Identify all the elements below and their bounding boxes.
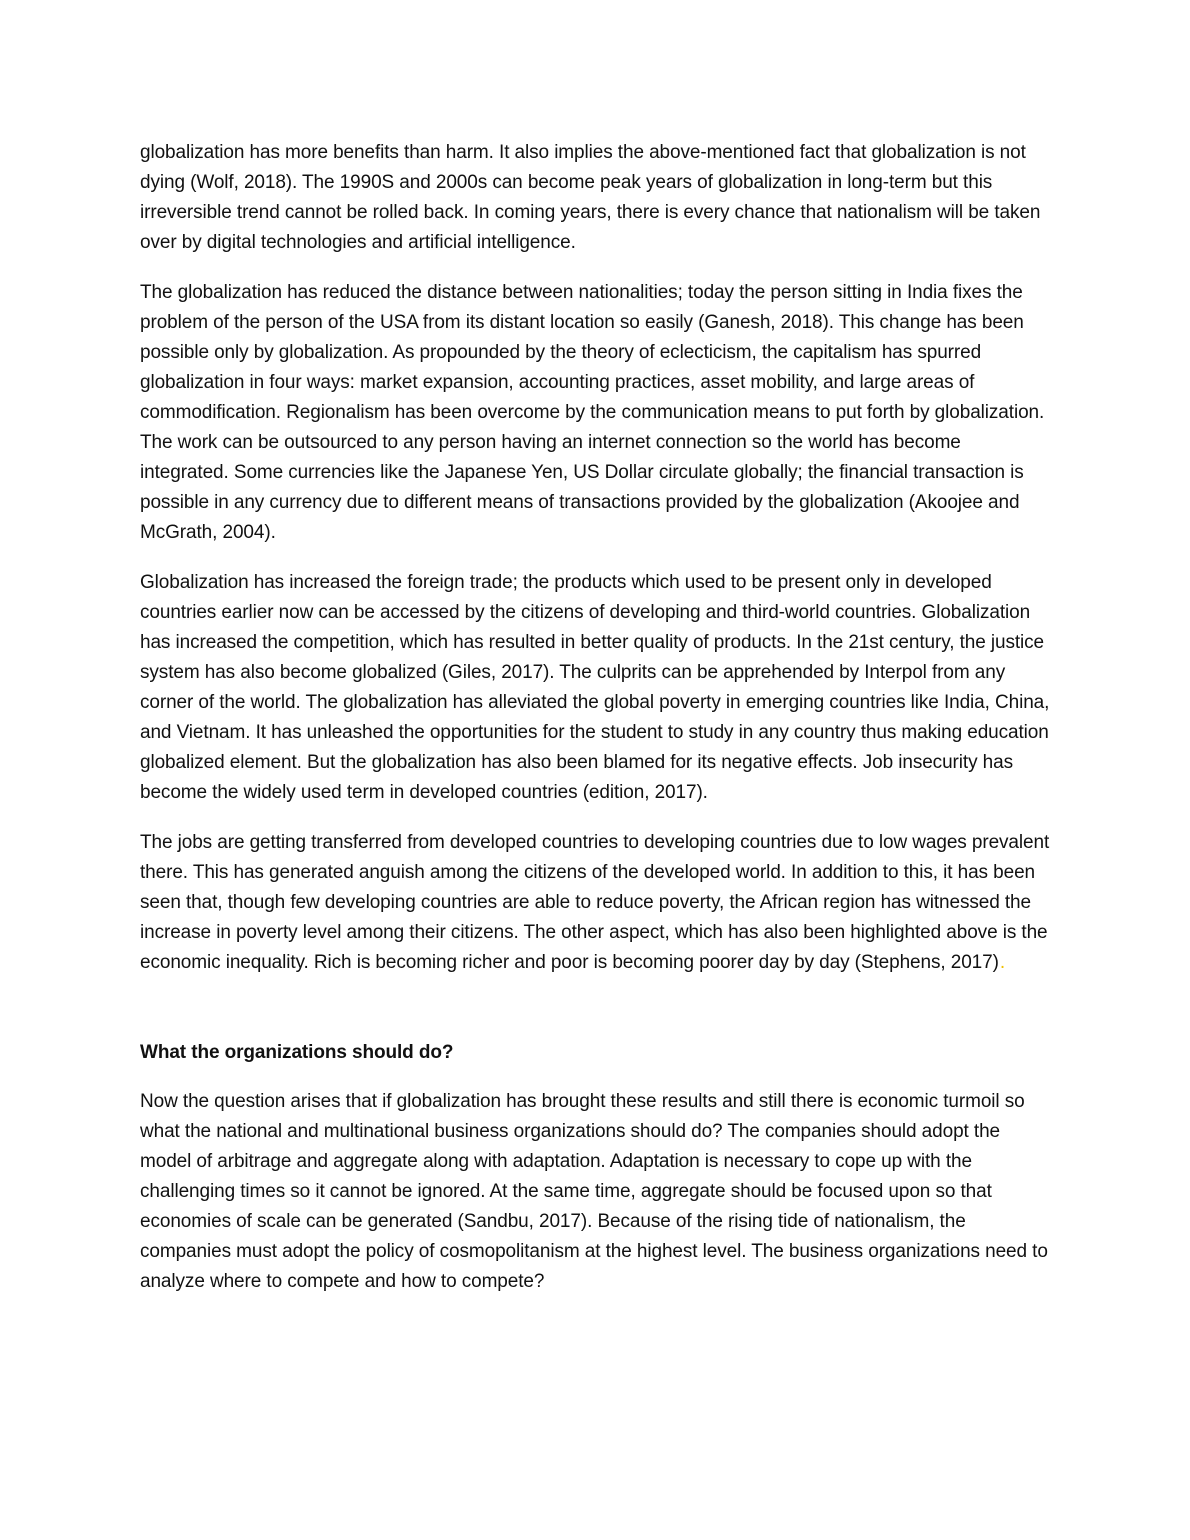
paragraph-2: The globalization has reduced the distance between nationalities; today the person sitting in India fixes the problem of the person of the USA from its distant location so easily (Ganesh, 2018). This change has been possible only by globalization. As propounded by the theory of eclecticism, the capitalism has spurred globalization in four ways: market expansion, accounting practices, asset mobility, and large areas of commodification. Regionalism has been overcome by the communication means to put forth by globalization. The work can be outsourced to any person having an internet connection so the world has become integrated. Some currencies like the Japanese Yen, US Dollar circulate globally; the financial transaction is possible in any currency due to different means of transactions provided by the globalization (Akoojee and McGrath, 2004). — [140, 282, 1045, 543]
paragraph-3: Globalization has increased the foreign trade; the products which used to be present only in developed countries earlier now can be accessed by the citizens of developing and third-world countries. Globalization has increased the competition, which has resulted in better quality of products. In the 21st century, the justice system has also become globalized (Giles, 2017). The culprits can be apprehended by Interpol from any corner of the world. The globalization has alleviated the global poverty in emerging countries like India, China, and Vietnam. It has unleashed the opportunities for the student to study in any country thus making education globalized element. But the globalization has also been blamed for its negative effects. Job insecurity has become the widely used term in developed countries (edition, 2017). — [140, 572, 1050, 803]
section-heading: What the organizations should do? — [140, 1042, 454, 1063]
paragraph-1: globalization has more benefits than harm. It also implies the above-mentioned fact that globalization is not dying (Wolf, 2018). The 1990S and 2000s can become peak years of globalization in long-term but this irreversible trend cannot be rolled back. In coming years, there is every chance that nationalism will be taken over by digital technologies and artificial intelligence. — [140, 142, 1041, 253]
document-page — [140, 138, 1052, 1317]
paragraph-4 — [140, 828, 1052, 978]
paragraph-5: Now the question arises that if globalization has brought these results and still there is economic turmoil so what the national and multinational business organizations should do? The companies should adopt the model of arbitrage and aggregate along with adaptation. Adaptation is necessary to cope up with the challenging times so it cannot be ignored. At the same time, aggregate should be focused upon so that economies of scale can be generated (Sandbu, 2017). Because of the rising tide of nationalism, the companies must adopt the policy of cosmopolitanism at the highest level. The business organizations need to analyze where to compete and how to compete? — [140, 1091, 1048, 1292]
trailing-period-mark: . — [999, 952, 1006, 973]
paragraph-4-text: The jobs are getting transferred from developed countries to developing countries due to low wages prevalent there. This has generated anguish among the citizens of the developed world. In addition to this, it has been seen that, though few developing countries are able to reduce poverty, the African region has witnessed the increase in poverty level among their citizens. The other aspect, which has also been highlighted above is the economic inequality. Rich is becoming richer and poor is becoming poorer day by day (Stephens, 2017) — [140, 832, 1050, 973]
